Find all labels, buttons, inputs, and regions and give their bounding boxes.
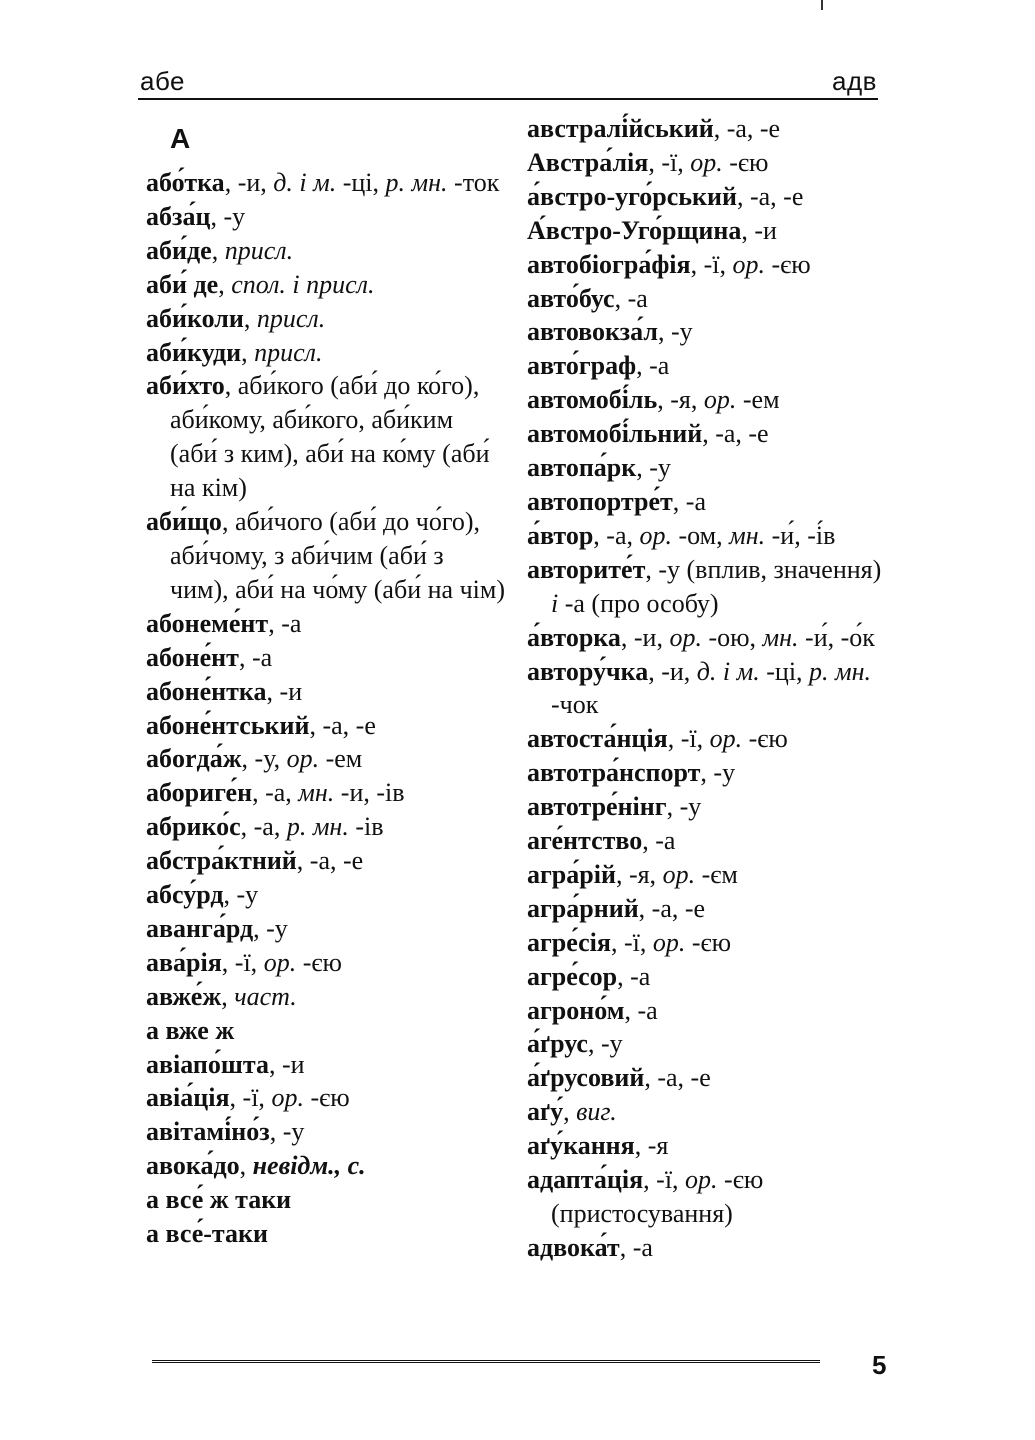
entry-headword: агра́рний: [527, 893, 639, 923]
entry-headword: абоне́нтка: [146, 676, 267, 706]
grammar-form: , -и,: [620, 622, 670, 652]
grammar-abbreviation: присл.: [256, 303, 326, 333]
running-head-left: абе: [140, 66, 186, 96]
grammar-form: -ток: [447, 168, 500, 197]
grammar-form: , -у: [636, 453, 671, 483]
grammar-form: , -у: [587, 1029, 623, 1059]
grammar-form: , -а: [238, 642, 273, 672]
entry-headword: авіапо́шта: [146, 1049, 269, 1079]
dictionary-entry: [146, 1048, 506, 1082]
grammar-form: -єю: [722, 147, 769, 177]
entry-headword: автомобі́льний: [527, 419, 703, 449]
dictionary-entry: [146, 742, 506, 776]
entry-headword: абсу́рд: [146, 880, 224, 910]
dictionary-entry: [146, 946, 506, 980]
grammar-form: -ем: [319, 744, 363, 774]
grammar-form: -и, -ів: [334, 778, 405, 808]
grammar-form: , аби́чого (аби́ до чо́го), аби́чому, з аби́чим (аби́ з чим), аби́ на чо́му (аби́ на чім): [170, 507, 505, 604]
grammar-abbreviation: присл.: [254, 337, 323, 367]
running-head-right: адв: [832, 66, 877, 96]
grammar-form: , -и: [741, 215, 777, 245]
entry-headword: а вже ж: [146, 1015, 235, 1045]
entry-headword: автовокза́л: [527, 317, 658, 347]
entry-headword: А́встро-Уго́рщина: [527, 215, 742, 245]
dictionary-entry: [527, 1129, 887, 1163]
dictionary-entry: [146, 810, 506, 844]
grammar-abbreviation: р. мн.: [286, 812, 349, 842]
entry-headword: абоне́нтський: [146, 710, 310, 740]
grammar-form: , -а, -е: [736, 181, 804, 211]
dictionary-entry: [527, 994, 887, 1028]
entry-headword: а все́-таки: [146, 1219, 268, 1249]
dictionary-entry: [527, 451, 887, 485]
dictionary-entry: [146, 607, 506, 641]
grammar-abbreviation: ор.: [662, 859, 696, 889]
grammar-abbreviation: ор.: [669, 622, 702, 652]
grammar-form: -єю: [685, 927, 732, 957]
dictionary-entry: [527, 112, 887, 146]
grammar-form: -єю: [764, 249, 811, 279]
dictionary-entry: [527, 553, 887, 621]
entry-headword: а́втор: [527, 520, 594, 550]
grammar-form: -и́, -і́в: [765, 520, 836, 550]
dictionary-entry: [527, 621, 887, 655]
dictionary-entry: [146, 1149, 506, 1183]
grammar-form: , -и: [266, 676, 303, 706]
dictionary-entry: [527, 858, 887, 892]
grammar-abbreviation: ор.: [639, 520, 672, 550]
grammar-abbreviation: ор.: [652, 927, 686, 957]
grammar-form: , -ї,: [229, 1083, 272, 1113]
entry-headword: абза́ц: [146, 201, 211, 231]
grammar-form: , -у (вплив, значення): [645, 554, 882, 584]
dictionary-entry: [527, 722, 887, 756]
entry-headword: адвока́т: [527, 1232, 620, 1262]
grammar-form: , -а, -е: [713, 114, 781, 143]
dictionary-entry: [527, 824, 887, 858]
dictionary-entry: [527, 485, 887, 519]
grammar-form: , -а, -е: [309, 710, 376, 740]
entry-headword: автопа́рк: [527, 453, 637, 483]
dictionary-entry: [527, 282, 887, 316]
grammar-form: , -у: [269, 1117, 305, 1147]
grammar-form: , -я,: [657, 385, 704, 415]
grammar-abbreviation: част.: [234, 981, 297, 1011]
grammar-abbreviation: мн.: [298, 778, 335, 808]
grammar-form: -ом,: [672, 520, 730, 550]
grammar-form: , -ї,: [610, 927, 653, 957]
grammar-form: ,: [243, 303, 257, 333]
grammar-abbreviation: ор.: [685, 1165, 718, 1195]
grammar-form: , -а: [614, 283, 648, 313]
grammar-form: ,: [221, 981, 235, 1011]
grammar-form: , -а, -е: [296, 846, 364, 876]
dictionary-entry: [146, 878, 506, 912]
grammar-form: , аби́кого (аби́ до ко́го), аби́кому, аби́кого, аби́ким (аби́ з ким), аби́ на ко́му (аби́ на кім): [170, 371, 490, 503]
grammar-form: -єю (пристосування): [551, 1165, 764, 1228]
grammar-form: , -ї,: [690, 249, 733, 279]
grammar-form: , -а: [642, 826, 676, 856]
section-letter: А: [170, 123, 191, 154]
grammar-abbreviation: ор.: [263, 947, 297, 977]
entry-headword: авторите́т: [527, 554, 646, 584]
entry-headword: автоста́нція: [527, 724, 668, 754]
dictionary-entry: [146, 336, 506, 370]
entry-headword: агроно́м: [527, 995, 625, 1025]
entry-headword: а́ґрусовий: [527, 1063, 645, 1093]
grammar-abbreviation: ор.: [732, 249, 765, 279]
grammar-form: , -а: [636, 351, 670, 381]
grammar-form: , -я: [634, 1131, 669, 1161]
dictionary-entry: [146, 1115, 506, 1149]
grammar-form: ,: [211, 235, 225, 265]
dictionary-entry: [146, 675, 506, 709]
entry-headword: аге́нтство: [527, 826, 643, 856]
dictionary-entry: [527, 383, 887, 417]
grammar-form: , -у: [253, 913, 288, 943]
grammar-form: -єю: [296, 947, 342, 977]
grammar-abbreviation: мн.: [762, 622, 799, 652]
grammar-form: , -и: [268, 1049, 305, 1079]
grammar-abbreviation: присл.: [224, 235, 294, 265]
entry-headword: аби́ де: [146, 269, 219, 299]
dictionary-entry: [146, 980, 506, 1014]
grammar-form: ,: [218, 269, 232, 299]
entry-headword: або́тка: [146, 168, 225, 197]
dictionary-entry: [527, 756, 887, 790]
dictionary-entry: [146, 505, 506, 607]
dictionary-entry: [146, 1183, 506, 1217]
grammar-form: , -ї,: [648, 147, 691, 177]
dictionary-entry: [527, 1095, 887, 1129]
grammar-form: , -а: [672, 486, 706, 516]
dictionary-entry: [527, 214, 887, 248]
entry-headword: аґу́кання: [527, 1131, 635, 1161]
dictionary-entry: [527, 180, 887, 214]
grammar-abbreviation: ор.: [271, 1083, 304, 1113]
grammar-form: , -ї,: [643, 1165, 686, 1195]
grammar-form: -єю: [742, 724, 788, 754]
footer-rule: [152, 1360, 820, 1363]
entry-headword: автору́чка: [527, 656, 649, 686]
entry-headword: автопортре́т: [527, 486, 673, 516]
grammar-form: , -у: [223, 880, 259, 910]
grammar-abbreviation: р. мн.: [809, 656, 872, 686]
grammar-form: , -у: [666, 792, 702, 822]
dictionary-entry: [146, 709, 506, 743]
dictionary-entry: [146, 1014, 506, 1048]
grammar-abbreviation: ор.: [690, 147, 723, 177]
dictionary-entry: [146, 641, 506, 675]
dictionary-entry: [527, 655, 887, 723]
grammar-form: , -и,: [648, 656, 697, 686]
entry-headword: а́ґрус: [527, 1029, 588, 1059]
entry-headword: австралі́йський: [527, 114, 714, 143]
dictionary-entry: [146, 369, 506, 505]
grammar-form: -єм: [695, 859, 738, 889]
dictionary-entry: [527, 349, 887, 383]
dictionary-entry: [527, 519, 887, 553]
grammar-form: -и́, -о́к: [798, 622, 875, 652]
grammar-form: -єю: [303, 1083, 350, 1113]
grammar-form: , -у,: [241, 744, 287, 774]
dictionary-entry: [146, 166, 506, 200]
grammar-form: -ем: [736, 385, 780, 415]
entry-headword: авже́ж: [146, 981, 222, 1011]
entry-headword: адапта́ція: [527, 1165, 644, 1195]
dictionary-entry: [527, 417, 887, 451]
grammar-form: , -а,: [240, 812, 287, 842]
entry-headword: аби́куди: [146, 337, 242, 367]
grammar-abbreviation: ор.: [703, 385, 737, 415]
grammar-form: -ів: [348, 812, 384, 842]
entry-headword: а́встро-уго́рський: [527, 181, 737, 211]
entry-headword: авто́бус: [527, 283, 615, 313]
entry-headword: абонеме́нт: [146, 608, 269, 638]
dictionary-entry: [527, 248, 887, 282]
grammar-form: , -а: [268, 608, 302, 638]
grammar-abbreviation: д. і м.: [696, 656, 760, 686]
grammar-abbreviation: невідм., с.: [252, 1151, 366, 1181]
grammar-abbreviation: р. мн.: [385, 168, 448, 197]
grammar-form: , -а,: [593, 520, 640, 550]
grammar-abbreviation: ор.: [709, 724, 743, 754]
grammar-abbreviation: ор.: [286, 744, 320, 774]
entry-headword: аби́хто: [146, 371, 225, 401]
dictionary-entry: [527, 892, 887, 926]
grammar-form: , -а: [617, 961, 651, 991]
entry-headword: авіа́ція: [146, 1083, 230, 1113]
entry-headword: автотра́нспорт: [527, 758, 701, 788]
dictionary-entry: [146, 200, 506, 234]
dictionary-entry: [527, 1231, 887, 1265]
left-column: [146, 112, 506, 1251]
entry-headword: абстра́ктний: [146, 846, 297, 876]
dictionary-entry: [146, 234, 506, 268]
entry-headword: аби́коли: [146, 303, 244, 333]
entry-headword: абориге́н: [146, 778, 253, 808]
grammar-form: -чок: [551, 690, 599, 720]
grammar-form: , -а, -е: [702, 419, 769, 449]
dictionary-entry: [527, 315, 887, 349]
entry-headword: Австра́лія: [527, 147, 649, 177]
grammar-form: , -ї,: [667, 724, 710, 754]
grammar-form: , -у: [210, 201, 246, 231]
dictionary-entry: [146, 1217, 506, 1251]
entry-headword: абоне́нт: [146, 642, 239, 672]
grammar-form: , -а, -е: [638, 893, 706, 923]
grammar-abbreviation: виг.: [576, 1097, 617, 1127]
header-rule: [138, 98, 878, 100]
dictionary-entry: [146, 268, 506, 302]
page-number: 5: [872, 1350, 887, 1380]
grammar-abbreviation: д. і м.: [273, 168, 337, 197]
dictionary-entry: [146, 776, 506, 810]
entry-headword: автомобі́ль: [527, 385, 658, 415]
grammar-form: , -у: [657, 317, 693, 347]
dictionary-entry: [527, 960, 887, 994]
grammar-form: , -у: [700, 758, 736, 788]
dictionary-entry: [527, 146, 887, 180]
entry-headword: автобіогра́фія: [527, 249, 691, 279]
grammar-form: -ці,: [759, 656, 810, 686]
entry-headword: аби́де: [146, 235, 212, 265]
dictionary-entry: [527, 1163, 887, 1231]
grammar-form: ,: [241, 337, 255, 367]
grammar-form: -ою,: [701, 622, 763, 652]
dictionary-entry: [527, 1027, 887, 1061]
dictionary-entry: [527, 1061, 887, 1095]
dictionary-entry: [146, 844, 506, 878]
dictionary-entry: [527, 926, 887, 960]
entry-headword: авока́до: [146, 1151, 240, 1181]
grammar-abbreviation: і: [551, 588, 559, 618]
grammar-form: , -я,: [615, 859, 663, 889]
right-column: [527, 112, 887, 1265]
dictionary-entry: [146, 302, 506, 336]
entry-headword: агре́сія: [527, 927, 611, 957]
entry-headword: а́вторка: [527, 622, 621, 652]
grammar-form: -ці,: [336, 168, 386, 197]
grammar-form: , -и,: [224, 168, 274, 197]
grammar-form: , -а: [624, 995, 658, 1025]
grammar-form: ,: [239, 1151, 253, 1181]
grammar-abbreviation: мн.: [729, 520, 766, 550]
entry-headword: ава́рія: [146, 947, 222, 977]
entry-headword: а все́ ж таки: [146, 1185, 292, 1215]
entry-headword: агра́рій: [527, 859, 616, 889]
grammar-form: -а (про особу): [558, 588, 719, 618]
entry-headword: автотре́нінг: [527, 792, 667, 822]
dictionary-entry: [527, 790, 887, 824]
dictionary-entry: [146, 912, 506, 946]
entry-headword: авітамі́но́з: [146, 1117, 270, 1147]
entry-headword: аґу́: [527, 1097, 564, 1127]
dictionary-entry: [146, 1081, 506, 1115]
entry-headword: аванга́рд: [146, 913, 254, 943]
entry-headword: агре́сор: [527, 961, 618, 991]
grammar-form: , -а,: [252, 778, 299, 808]
grammar-form: , -а: [619, 1232, 653, 1262]
grammar-form: , -а, -е: [644, 1063, 711, 1093]
entry-headword: аби́що: [146, 507, 222, 537]
grammar-form: , -ї,: [221, 947, 264, 977]
scan-mark: [821, 0, 823, 10]
grammar-form: ,: [563, 1097, 577, 1127]
entry-headword: абрико́с: [146, 812, 241, 842]
entry-headword: абorда́ж: [146, 744, 242, 774]
grammar-abbreviation: спол. і присл.: [231, 269, 375, 299]
entry-headword: авто́граф: [527, 351, 637, 381]
